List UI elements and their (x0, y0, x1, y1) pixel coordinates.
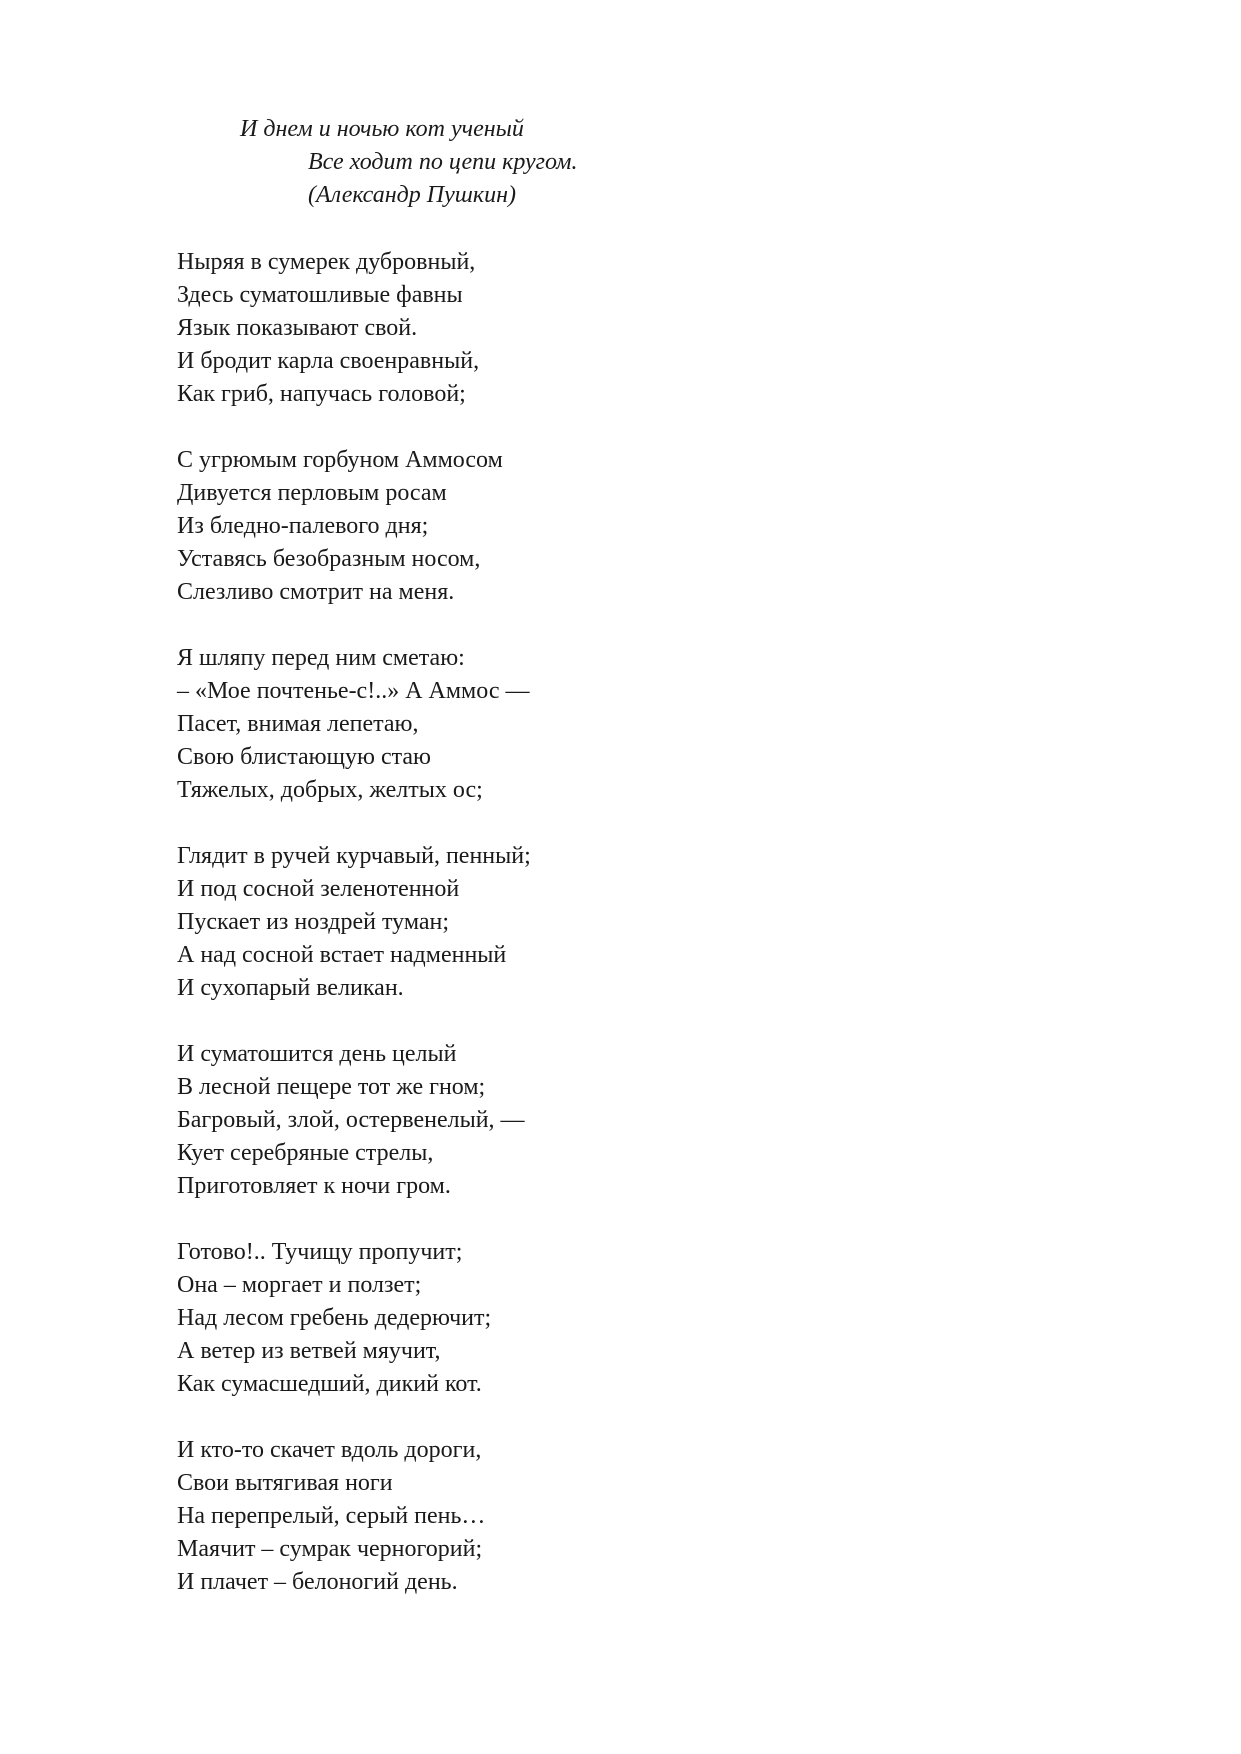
poem-line: Свои вытягивая ноги (177, 1470, 393, 1496)
poem-line: Она – моргает и ползет; (177, 1272, 422, 1298)
poem-line: Язык показывают свой. (177, 315, 418, 341)
poem-line: Уставясь безобразным носом, (177, 546, 481, 572)
poem-body (177, 246, 1077, 1632)
poem-line: А над сосной встает надменный (177, 942, 507, 968)
poem-line: Дивуется перловым росам (177, 480, 447, 506)
poem-line: С угрюмым горбуном Аммосом (177, 447, 503, 473)
poem-line: На перепрелый, серый пень… (177, 1503, 486, 1529)
poem-line: Над лесом гребень дедерючит; (177, 1305, 492, 1331)
poem-line: Ныряя в сумерек дубровный, (177, 249, 476, 275)
stanza (177, 1236, 1077, 1401)
poem-line: Как сумасшедший, дикий кот. (177, 1371, 482, 1397)
stanza (177, 246, 1077, 411)
poem-line: Пасет, внимая лепетаю, (177, 711, 419, 737)
poem-line: Готово!.. Тучищу пропучит; (177, 1239, 463, 1265)
poem-line: Багровый, злой, остервенелый, — (177, 1107, 525, 1133)
stanza (177, 1038, 1077, 1203)
poem-line: А ветер из ветвей мяучит, (177, 1338, 441, 1364)
poem-line: Как гриб, напучась головой; (177, 381, 466, 407)
poem-line: Маячит – сумрак черногорий; (177, 1536, 483, 1562)
stanza (177, 840, 1077, 1005)
poem-line: В лесной пещере тот же гном; (177, 1074, 486, 1100)
poem-line: Пускает из ноздрей туман; (177, 909, 450, 935)
poem-line: Приготовляет к ночи гром. (177, 1173, 451, 1199)
poem-line: Кует серебряные стрелы, (177, 1140, 434, 1166)
poem-line: И кто-то скачет вдоль дороги, (177, 1437, 482, 1463)
poem-line: Я шляпу перед ним сметаю: (177, 645, 465, 671)
poem-line: Из бледно-палевого дня; (177, 513, 429, 539)
poem-line: Здесь суматошливые фавны (177, 282, 463, 308)
stanza (177, 642, 1077, 807)
poem-line: И плачет – белоногий день. (177, 1569, 458, 1595)
stanza (177, 1434, 1077, 1599)
epigraph-line: Все ходит по цепи кругом. (308, 149, 578, 175)
poem-line: Тяжелых, добрых, желтых ос; (177, 777, 483, 803)
poem-line: Слезливо смотрит на меня. (177, 579, 455, 605)
stanza (177, 444, 1077, 609)
poem-line: И суматошится день целый (177, 1041, 457, 1067)
poem-line: И под сосной зеленотенной (177, 876, 460, 902)
poem-line: И сухопарый великан. (177, 975, 404, 1001)
epigraph-line: И днем и ночью кот ученый (240, 116, 524, 142)
poem-line: И бродит карла своенравный, (177, 348, 480, 374)
poem-line: Свою блистающую стаю (177, 744, 431, 770)
poem-line: Глядит в ручей курчавый, пенный; (177, 843, 531, 869)
poem-line: – «Мое почтенье-с!..» А Аммос — (177, 678, 530, 704)
epigraph (240, 113, 840, 212)
epigraph-attribution: (Александр Пушкин) (308, 182, 516, 208)
